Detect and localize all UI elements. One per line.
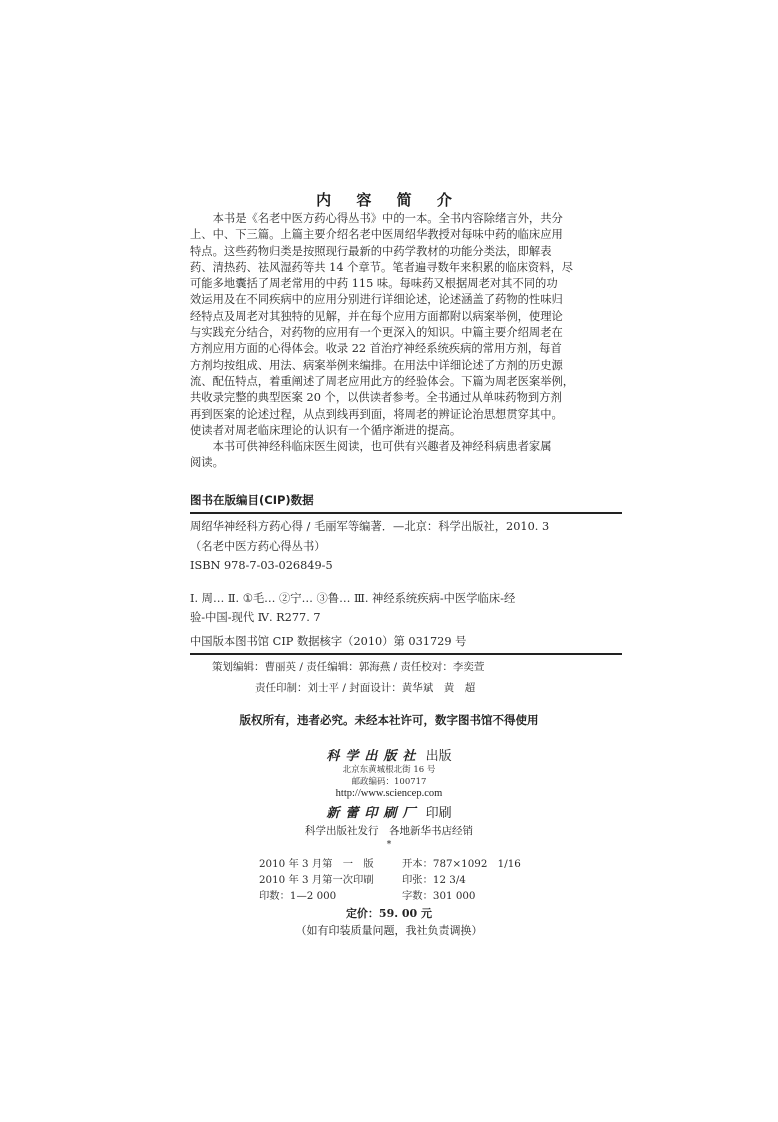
summary-paragraph-1-line: 流、配伍特点，着重阐述了周老应用此方的经验体会。下篇为周老医案举例， [190, 374, 575, 388]
printing-info: 2010 年 3 月第一次印刷 [259, 874, 374, 886]
copies-info: 印数：1—2 000 [259, 890, 337, 902]
summary-paragraph-1-line: 再到医案的论述过程，从点到线再到面，将周老的辨证论治思想贯穿其中。 [190, 407, 563, 421]
summary-paragraph-1-line: 本书是《名老中医方药心得丛书》中的一本。全书内容除绪言外，共分 [212, 212, 563, 225]
edition-info: 2010 年 3 月第 一 版 [259, 858, 374, 870]
summary-paragraph-1-line: 使读者对周老临床理论的认识有一个循序渐进的提高。 [190, 423, 462, 437]
sheets-info: 印张：12 3/4 [402, 874, 466, 886]
cip-isbn: ISBN 978-7-03-026849-5 [190, 559, 333, 572]
publisher-suffix: 出版 [425, 749, 452, 764]
printer-suffix: 印刷 [425, 806, 452, 821]
printer-name: 新蕾印刷厂 [326, 806, 422, 821]
summary-paragraph-2 [190, 439, 612, 472]
cip-subject-line-2: 验-中国-现代 Ⅳ. R277. 7 [190, 611, 321, 624]
price: 定价：59. 00 元 [345, 907, 433, 920]
publisher-name: 科学出版社 [326, 749, 422, 764]
publisher-postcode: 邮政编码：100717 [351, 777, 427, 787]
summary-paragraph-2-line: 本书可供神经科临床医生阅读，也可供有兴趣者及神经科病患者家属 [212, 440, 552, 453]
cip-top-rule [190, 512, 622, 514]
summary-paragraph-1-line: 共收录完整的典型医案 20 个，以供读者参考。全书通过从单味药物到方剂 [190, 391, 562, 405]
cip-title-line: 周绍华神经科方药心得 / 毛丽军等编著．—北京：科学出版社，2010. 3 [190, 520, 550, 533]
quality-note: （如有印装质量问题，我社负责调换） [295, 924, 483, 937]
summary-paragraph-1-line: 效运用及在不同疾病中的应用分别进行详细论述，论述涵盖了药物的性味归 [190, 293, 563, 307]
cip-heading: 图书在版编目(CIP)数据 [190, 493, 314, 507]
cip-record-number: 中国版本图书馆 CIP 数据核字（2010）第 031729 号 [190, 635, 467, 648]
copyright-notice: 版权所有，违者必究。未经本社许可，数字图书馆不得使用 [239, 713, 539, 727]
cip-series-line: （名老中医方药心得丛书） [190, 540, 326, 553]
cip-bottom-rule [190, 653, 622, 655]
publisher-url: http://www.sciencep.com [335, 788, 443, 799]
format-info: 开本：787×1092 1/16 [402, 858, 521, 870]
summary-paragraph-1-line: 可能多地囊括了周老常用的中药 115 味。每味药又根据周老对其不同的功 [190, 277, 558, 291]
summary-paragraph-1-line: 药、清热药、祛风湿药等共 14 个章节。笔者遍寻数年来积累的临床资料，尽 [190, 260, 574, 274]
word-count-info: 字数：301 000 [402, 890, 476, 902]
summary-paragraph-1-line: 与实践充分结合，对药物的应用有一个更深入的知识。中篇主要介绍周老在 [190, 326, 563, 340]
summary-paragraph-1-line: 方剂均按组成、用法、病案举例来编排。在用法中详细论述了方剂的历史源 [190, 358, 563, 372]
summary-title: 内 容 简 介 [316, 191, 462, 209]
summary-paragraph-1-line: 上、中、下三篇。上篇主要介绍名老中医周绍华教授对每味中药的临床应用 [190, 228, 563, 242]
summary-paragraph-2-line: 阅读。 [190, 456, 224, 470]
distribution-line: 科学出版社发行 各地新华书店经销 [305, 825, 473, 837]
production-credits: 责任印制：刘士平 / 封面设计：黄华斌 黄 超 [255, 682, 476, 694]
summary-paragraph-1-line: 特点。这些药物归类是按照现行最新的中药学教材的功能分类法，即解表 [190, 244, 552, 258]
printer-line [0, 802, 778, 821]
cip-subject-line-1: Ⅰ. 周… Ⅱ. ①毛… ②宁… ③鲁… Ⅲ. 神经系统疾病-中医学临床-经 [190, 592, 516, 605]
publisher-line [0, 745, 778, 764]
separator-star: * [386, 840, 392, 850]
editor-credits: 策划编辑：曹丽英 / 责任编辑：郭海燕 / 责任校对：李奕萱 [212, 661, 485, 673]
publisher-address: 北京东黄城根北街 16 号 [342, 765, 436, 775]
summary-paragraph-1 [190, 211, 612, 439]
summary-paragraph-1-line: 方剂应用方面的心得体会。收录 22 首治疗神经系统疾病的常用方剂，每首 [190, 342, 562, 356]
summary-paragraph-1-line: 经特点及周老对其独特的见解，并在每个应用方面都附以病案举例，使理论 [190, 309, 563, 323]
